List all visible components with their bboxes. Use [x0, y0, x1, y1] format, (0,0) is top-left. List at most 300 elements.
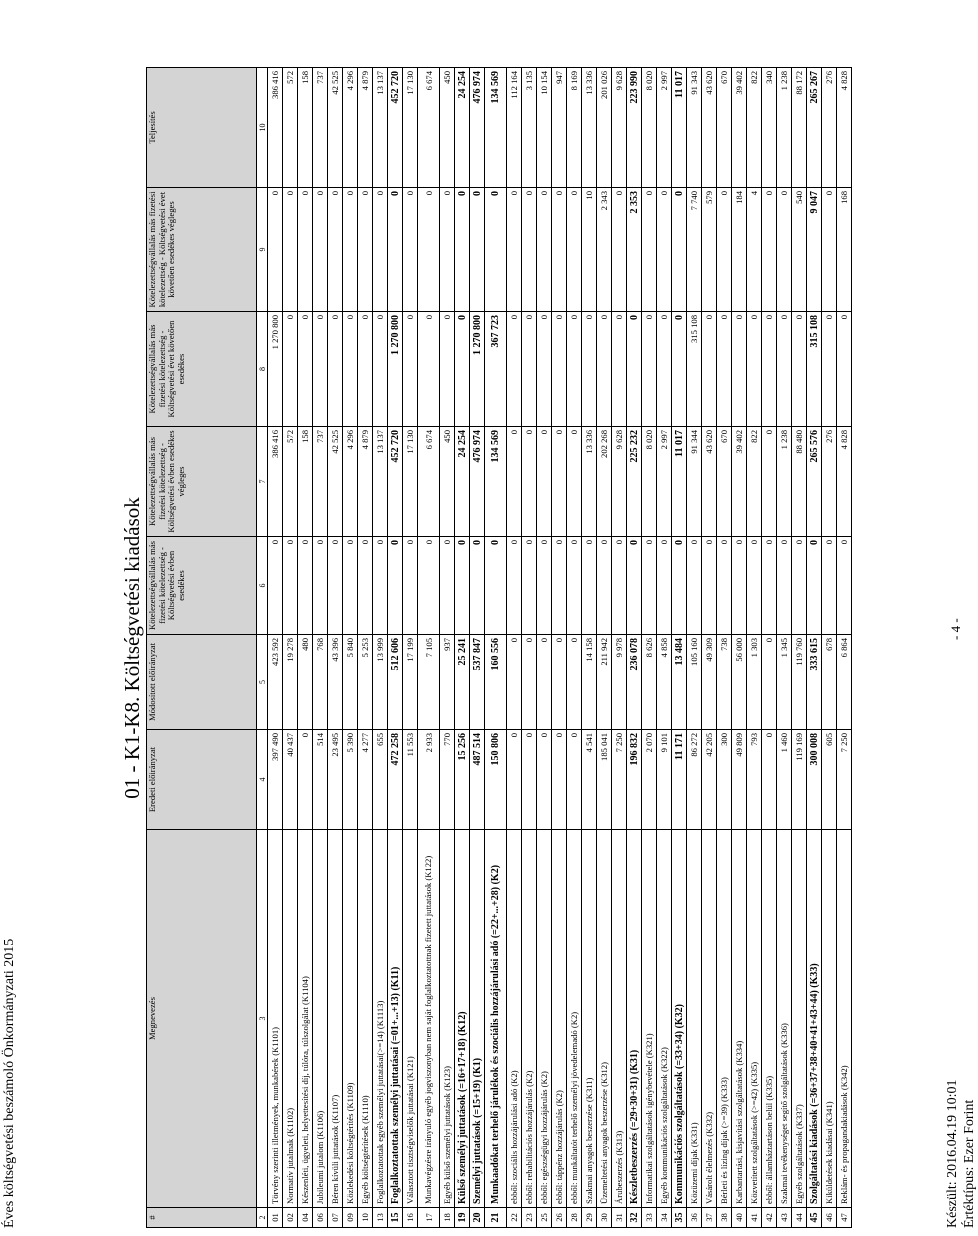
value-cell-c9: 10 — [582, 188, 597, 312]
value-cell-c4: 42 205 — [702, 730, 717, 830]
value-cell-c7: 1 238 — [777, 427, 792, 537]
value-cell-c10: 276 — [822, 68, 837, 188]
value-cell-c5: 9 978 — [612, 635, 627, 730]
row-number-cell: 17 — [418, 1208, 440, 1228]
value-cell-c10: 4 828 — [837, 68, 852, 188]
value-cell-c5: 13 484 — [672, 635, 687, 730]
col-header-name: Megnevezés — [147, 830, 257, 1208]
value-cell-c6: 0 — [358, 537, 373, 635]
row-number-cell: 10 — [358, 1208, 373, 1228]
value-cell-c5: 0 — [537, 635, 552, 730]
value-cell-c7: 4 296 — [343, 427, 358, 537]
value-cell-c9: 0 — [552, 188, 567, 312]
value-cell-c4: 15 256 — [455, 730, 470, 830]
value-cell-c4: 11 553 — [403, 730, 418, 830]
value-cell-c10: 43 620 — [702, 68, 717, 188]
row-number-cell: 07 — [328, 1208, 343, 1228]
value-cell-c8: 0 — [358, 312, 373, 427]
value-cell-c7: 43 620 — [702, 427, 717, 537]
value-cell-c7: 0 — [552, 427, 567, 537]
value-cell-c6: 0 — [403, 537, 418, 635]
row-name-cell: Jubileumi jutalom (K1106) — [313, 830, 328, 1208]
value-cell-c9: 168 — [837, 188, 852, 312]
value-cell-c6: 0 — [388, 537, 403, 635]
value-cell-c7: 42 525 — [328, 427, 343, 537]
table-row — [388, 68, 403, 1228]
value-cell-c9: 0 — [343, 188, 358, 312]
value-cell-c7: 0 — [537, 427, 552, 537]
col-header-commit-current: Kötelezettségvállalás más fizetési kötelezettség - Költségvetési évben esedékes — [147, 537, 257, 635]
row-number-cell: 47 — [837, 1208, 852, 1228]
table-row — [612, 68, 627, 1228]
table-row — [470, 68, 485, 1228]
table-row — [522, 68, 537, 1228]
value-cell-c7: 276 — [822, 427, 837, 537]
row-name-cell: Szakmai anyagok beszerzése (K311) — [582, 830, 597, 1208]
value-cell-c6: 0 — [762, 537, 777, 635]
table-row — [283, 68, 298, 1228]
value-cell-c8: 0 — [582, 312, 597, 427]
value-cell-c4: 4 277 — [358, 730, 373, 830]
column-number: 9 — [257, 188, 268, 312]
value-cell-c7: 737 — [313, 427, 328, 537]
value-cell-c5: 512 606 — [388, 635, 403, 730]
value-cell-c10: 452 720 — [388, 68, 403, 188]
value-cell-c9: 0 — [358, 188, 373, 312]
value-cell-c10: 112 164 — [507, 68, 522, 188]
value-cell-c9: 0 — [268, 188, 283, 312]
value-cell-c7: 39 402 — [732, 427, 747, 537]
value-cell-c7: 265 576 — [807, 427, 822, 537]
row-name-cell: ebből: államháztartáson belül (K335) — [762, 830, 777, 1208]
table-row — [343, 68, 358, 1228]
value-cell-c8: 315 108 — [687, 312, 702, 427]
row-name-cell: Kommunikációs szolgáltatások (=33+34) (K32) — [672, 830, 687, 1208]
column-number: 2 — [257, 1208, 268, 1228]
row-number-cell: 09 — [343, 1208, 358, 1228]
value-cell-c5: 937 — [440, 635, 455, 730]
value-cell-c7: 4 879 — [358, 427, 373, 537]
row-name-cell: Szakmai tevékenységet segítő szolgáltatások (K336) — [777, 830, 792, 1208]
col-header-original: Eredeti előirányzat — [147, 730, 257, 830]
table-row — [507, 68, 522, 1228]
value-cell-c10: 572 — [283, 68, 298, 188]
value-cell-c8: 315 108 — [807, 312, 822, 427]
value-cell-c6: 0 — [672, 537, 687, 635]
value-cell-c10: 134 569 — [485, 68, 507, 188]
table-row — [268, 68, 283, 1228]
col-header-modified: Módosított előirányzat — [147, 635, 257, 730]
value-cell-c9: 0 — [283, 188, 298, 312]
value-cell-c4: 2 070 — [642, 730, 657, 830]
value-cell-c6: 0 — [837, 537, 852, 635]
report-header-title: Éves költségvetési beszámoló Önkormányzati 2015 — [2, 938, 17, 1228]
value-cell-c6: 0 — [747, 537, 762, 635]
page-number: - 4 - — [948, 618, 963, 640]
value-cell-c10: 88 172 — [792, 68, 807, 188]
column-number: 8 — [257, 312, 268, 427]
value-cell-c10: 8 020 — [642, 68, 657, 188]
value-cell-c9: 0 — [612, 188, 627, 312]
value-cell-c5: 1 303 — [747, 635, 762, 730]
value-cell-c8: 0 — [283, 312, 298, 427]
table-row — [672, 68, 687, 1228]
value-cell-c6: 0 — [612, 537, 627, 635]
row-name-cell: Informatikai szolgáltatások igénybevétele (K321) — [642, 830, 657, 1208]
value-cell-c4: 514 — [313, 730, 328, 830]
row-number-cell: 35 — [672, 1208, 687, 1228]
value-cell-c6: 0 — [687, 537, 702, 635]
value-cell-c9: 0 — [485, 188, 507, 312]
value-cell-c9: 0 — [642, 188, 657, 312]
row-name-cell: Közlekedési költségtérítés (K1109) — [343, 830, 358, 1208]
row-number-cell: 18 — [440, 1208, 455, 1228]
row-name-cell: Üzemeltetési anyagok beszerzése (K312) — [597, 830, 612, 1208]
value-cell-c10: 10 154 — [537, 68, 552, 188]
value-cell-c6: 0 — [507, 537, 522, 635]
column-number: 5 — [257, 635, 268, 730]
row-number-cell: 38 — [717, 1208, 732, 1228]
row-name-cell: Egyéb külső személyi juttatások (K123) — [440, 830, 455, 1208]
value-cell-c9: 0 — [328, 188, 343, 312]
col-header-commit-next-final: Kötelezettségvállalás más fizetési kötelezettség - Költségvetési évet követően esedékes végleges — [147, 188, 257, 312]
value-cell-c9: 0 — [717, 188, 732, 312]
row-name-cell: Árubeszerzés (K313) — [612, 830, 627, 1208]
row-name-cell: Foglalkoztatottak személyi juttatásai (=01+...+13) (K11) — [388, 830, 403, 1208]
value-cell-c8: 0 — [837, 312, 852, 427]
row-number-cell: 30 — [597, 1208, 612, 1228]
report-header-meta — [944, 1079, 978, 1228]
value-cell-c7: 670 — [717, 427, 732, 537]
table-row — [762, 68, 777, 1228]
table-row — [328, 68, 343, 1228]
value-cell-c10: 265 267 — [807, 68, 822, 188]
row-number-cell: 01 — [268, 1208, 283, 1228]
value-cell-c8: 0 — [717, 312, 732, 427]
value-cell-c9: 0 — [388, 188, 403, 312]
value-cell-c8: 0 — [313, 312, 328, 427]
rotated-page-content — [118, 68, 928, 1228]
value-cell-c7: 0 — [507, 427, 522, 537]
value-cell-c7: 0 — [762, 427, 777, 537]
value-cell-c9: 0 — [403, 188, 418, 312]
value-cell-c10: 24 254 — [455, 68, 470, 188]
table-row — [313, 68, 328, 1228]
value-cell-c5: 768 — [313, 635, 328, 730]
row-number-cell: 44 — [792, 1208, 807, 1228]
value-cell-c8: 0 — [702, 312, 717, 427]
value-cell-c8: 0 — [732, 312, 747, 427]
value-cell-c7: 6 674 — [418, 427, 440, 537]
row-number-cell: 46 — [822, 1208, 837, 1228]
column-number: 4 — [257, 730, 268, 830]
value-cell-c9: 0 — [762, 188, 777, 312]
value-cell-c4: 196 832 — [627, 730, 642, 830]
row-number-cell: 21 — [485, 1208, 507, 1228]
value-cell-c5: 333 615 — [807, 635, 822, 730]
value-cell-c10: 340 — [762, 68, 777, 188]
value-cell-c9: 0 — [440, 188, 455, 312]
value-cell-c10: 6 674 — [418, 68, 440, 188]
value-cell-c5: 14 158 — [582, 635, 597, 730]
value-cell-c10: 91 343 — [687, 68, 702, 188]
row-name-cell: Készenléti, ügyeleti, helyettesítési díj, túlóra, túlszolgálat (K1104) — [298, 830, 313, 1208]
value-cell-c7: 4 828 — [837, 427, 852, 537]
row-name-cell: Törvény szerinti illetmények, munkabérek (K1101) — [268, 830, 283, 1208]
table-row — [702, 68, 717, 1228]
value-cell-c9: 0 — [313, 188, 328, 312]
value-cell-c6: 0 — [470, 537, 485, 635]
value-cell-c9: 0 — [777, 188, 792, 312]
row-name-cell: Választott tisztségviselők juttatásai (K121) — [403, 830, 418, 1208]
table-row — [717, 68, 732, 1228]
value-cell-c4: 0 — [298, 730, 313, 830]
value-cell-c7: 2 997 — [657, 427, 672, 537]
table-row — [403, 68, 418, 1228]
value-cell-c4: 0 — [552, 730, 567, 830]
col-header-performance: Teljesítés — [147, 68, 257, 188]
value-cell-c9: 184 — [732, 188, 747, 312]
value-cell-c10: 4 296 — [343, 68, 358, 188]
value-cell-c9: 0 — [672, 188, 687, 312]
value-cell-c4: 300 008 — [807, 730, 822, 830]
row-name-cell: ebből: táppénz hozzájárulás (K2) — [552, 830, 567, 1208]
value-cell-c8: 0 — [537, 312, 552, 427]
value-cell-c4: 23 495 — [328, 730, 343, 830]
value-cell-c9: 540 — [792, 188, 807, 312]
value-cell-c4: 0 — [537, 730, 552, 830]
value-cell-c9: 9 047 — [807, 188, 822, 312]
row-number-cell: 31 — [612, 1208, 627, 1228]
value-cell-c6: 0 — [597, 537, 612, 635]
table-row — [440, 68, 455, 1228]
row-name-cell: Foglalkoztatottak egyéb személyi juttatásai(>=14) (K1113) — [373, 830, 388, 1208]
value-cell-c8: 0 — [507, 312, 522, 427]
value-cell-c4: 605 — [822, 730, 837, 830]
value-cell-c8: 0 — [403, 312, 418, 427]
value-cell-c6: 0 — [343, 537, 358, 635]
table-row — [455, 68, 470, 1228]
value-cell-c7: 202 268 — [597, 427, 612, 537]
row-number-cell: 22 — [507, 1208, 522, 1228]
value-cell-c10: 1 238 — [777, 68, 792, 188]
table-row — [687, 68, 702, 1228]
value-cell-c5: 236 078 — [627, 635, 642, 730]
value-cell-c5: 0 — [762, 635, 777, 730]
value-cell-c8: 0 — [627, 312, 642, 427]
table-row — [777, 68, 792, 1228]
value-cell-c9: 2 353 — [627, 188, 642, 312]
col-header-hash: # — [147, 1208, 257, 1228]
value-cell-c5: 0 — [567, 635, 582, 730]
table-row — [552, 68, 567, 1228]
row-number-cell: 29 — [582, 1208, 597, 1228]
row-name-cell: Normatív jutalmak (K1102) — [283, 830, 298, 1208]
value-cell-c10: 4 879 — [358, 68, 373, 188]
value-cell-c7: 13 336 — [582, 427, 597, 537]
value-cell-c5: 0 — [552, 635, 567, 730]
value-cell-c5: 211 942 — [597, 635, 612, 730]
row-number-cell: 26 — [552, 1208, 567, 1228]
value-cell-c6: 0 — [455, 537, 470, 635]
value-cell-c7: 13 137 — [373, 427, 388, 537]
value-cell-c7: 822 — [747, 427, 762, 537]
value-cell-c10: 17 130 — [403, 68, 418, 188]
row-number-cell: 02 — [283, 1208, 298, 1228]
value-cell-c4: 2 933 — [418, 730, 440, 830]
table-row — [627, 68, 642, 1228]
value-type-label: Értéktípus: Ezer Forint — [962, 1099, 977, 1228]
value-cell-c6: 0 — [268, 537, 283, 635]
value-cell-c7: 88 480 — [792, 427, 807, 537]
table-row — [358, 68, 373, 1228]
row-number-cell: 41 — [747, 1208, 762, 1228]
value-cell-c5: 160 556 — [485, 635, 507, 730]
value-cell-c4: 119 169 — [792, 730, 807, 830]
value-cell-c9: 0 — [470, 188, 485, 312]
table-row — [298, 68, 313, 1228]
value-cell-c10: 39 402 — [732, 68, 747, 188]
value-cell-c6: 0 — [807, 537, 822, 635]
table-row — [732, 68, 747, 1228]
value-cell-c5: 25 241 — [455, 635, 470, 730]
value-cell-c6: 0 — [642, 537, 657, 635]
row-number-cell: 19 — [455, 1208, 470, 1228]
table-row — [657, 68, 672, 1228]
table-row — [837, 68, 852, 1228]
value-cell-c8: 0 — [792, 312, 807, 427]
row-name-cell: ebből: rehabilitációs hozzájárulás (K2) — [522, 830, 537, 1208]
value-cell-c9: 0 — [507, 188, 522, 312]
value-cell-c7: 158 — [298, 427, 313, 537]
table-row — [537, 68, 552, 1228]
value-cell-c5: 4 858 — [657, 635, 672, 730]
table-row — [597, 68, 612, 1228]
row-number-cell: 43 — [777, 1208, 792, 1228]
value-cell-c8: 0 — [522, 312, 537, 427]
row-number-cell: 16 — [403, 1208, 418, 1228]
value-cell-c10: 947 — [552, 68, 567, 188]
value-cell-c5: 480 — [298, 635, 313, 730]
row-name-cell: Egyéb szolgáltatások (K337) — [792, 830, 807, 1208]
table-row — [418, 68, 440, 1228]
value-cell-c8: 0 — [298, 312, 313, 427]
row-name-cell: Külső személyi juttatások (=16+17+18) (K12) — [455, 830, 470, 1208]
row-name-cell: Munkavégzésre irányuló egyéb jogviszonyban nem saját foglalkoztatottnak fizetett juttatások (K122) — [418, 830, 440, 1208]
value-cell-c7: 225 232 — [627, 427, 642, 537]
value-cell-c8: 0 — [455, 312, 470, 427]
value-cell-c9: 0 — [373, 188, 388, 312]
row-number-cell: 45 — [807, 1208, 822, 1228]
value-cell-c5: 6 864 — [837, 635, 852, 730]
value-cell-c9: 0 — [418, 188, 440, 312]
row-number-cell: 28 — [567, 1208, 582, 1228]
value-cell-c4: 150 806 — [485, 730, 507, 830]
col-header-commit-current-final: Kötelezettségvállalás más fizetési kötelezettség - Költségvetési évben esedékes végleges — [147, 427, 257, 537]
value-cell-c4: 7 250 — [837, 730, 852, 830]
row-name-cell: Közüzemi díjak (K331) — [687, 830, 702, 1208]
value-cell-c7: 572 — [283, 427, 298, 537]
value-cell-c9: 579 — [702, 188, 717, 312]
column-number: 3 — [257, 830, 268, 1208]
value-cell-c6: 0 — [702, 537, 717, 635]
table-row — [747, 68, 762, 1228]
value-cell-c6: 0 — [522, 537, 537, 635]
table-body — [268, 68, 852, 1228]
value-cell-c4: 49 809 — [732, 730, 747, 830]
value-cell-c9: 0 — [537, 188, 552, 312]
value-cell-c10: 737 — [313, 68, 328, 188]
value-cell-c8: 0 — [567, 312, 582, 427]
value-cell-c10: 3 135 — [522, 68, 537, 188]
row-number-cell: 04 — [298, 1208, 313, 1228]
row-name-cell: ebből: munkáltatót terhelő személyi jövedelemadó (K2) — [567, 830, 582, 1208]
value-cell-c7: 17 130 — [403, 427, 418, 537]
value-cell-c4: 487 514 — [470, 730, 485, 830]
value-cell-c6: 0 — [313, 537, 328, 635]
value-cell-c10: 8 169 — [567, 68, 582, 188]
table-row — [792, 68, 807, 1228]
value-cell-c6: 0 — [792, 537, 807, 635]
value-cell-c5: 678 — [822, 635, 837, 730]
value-cell-c4: 793 — [747, 730, 762, 830]
value-cell-c5: 537 847 — [470, 635, 485, 730]
value-cell-c5: 19 278 — [283, 635, 298, 730]
value-cell-c10: 476 974 — [470, 68, 485, 188]
value-cell-c6: 0 — [283, 537, 298, 635]
value-cell-c6: 0 — [552, 537, 567, 635]
value-cell-c6: 0 — [485, 537, 507, 635]
value-cell-c6: 0 — [582, 537, 597, 635]
value-cell-c6: 0 — [717, 537, 732, 635]
value-cell-c9: 0 — [657, 188, 672, 312]
table-row — [567, 68, 582, 1228]
value-cell-c6: 0 — [657, 537, 672, 635]
value-cell-c8: 0 — [657, 312, 672, 427]
value-cell-c6: 0 — [298, 537, 313, 635]
row-number-cell: 20 — [470, 1208, 485, 1228]
column-number: 7 — [257, 427, 268, 537]
value-cell-c5: 7 105 — [418, 635, 440, 730]
value-cell-c8: 1 270 800 — [268, 312, 283, 427]
value-cell-c4: 7 250 — [612, 730, 627, 830]
table-row — [822, 68, 837, 1228]
value-cell-c4: 9 101 — [657, 730, 672, 830]
row-name-cell: ebből: szociális hozzájárulási adó (K2) — [507, 830, 522, 1208]
value-cell-c8: 0 — [672, 312, 687, 427]
value-cell-c5: 56 000 — [732, 635, 747, 730]
row-name-cell: Kiküldetések kiadásai (K341) — [822, 830, 837, 1208]
row-name-cell: ebből: egészségügyi hozzájárulás (K2) — [537, 830, 552, 1208]
value-cell-c5: 5 253 — [358, 635, 373, 730]
value-cell-c4: 300 — [717, 730, 732, 830]
value-cell-c6: 0 — [373, 537, 388, 635]
value-cell-c4: 472 258 — [388, 730, 403, 830]
value-cell-c5: 423 592 — [268, 635, 283, 730]
row-name-cell: Bérleti és lízing díjak (>=39) (K333) — [717, 830, 732, 1208]
value-cell-c5: 0 — [522, 635, 537, 730]
value-cell-c6: 0 — [440, 537, 455, 635]
value-cell-c8: 0 — [418, 312, 440, 427]
value-cell-c4: 1 460 — [777, 730, 792, 830]
value-cell-c8: 0 — [597, 312, 612, 427]
page-title: 01 - K1-K8. Költségvetési kiadások — [120, 497, 144, 799]
value-cell-c8: 367 723 — [485, 312, 507, 427]
value-cell-c5: 5 840 — [343, 635, 358, 730]
value-cell-c6: 0 — [328, 537, 343, 635]
value-cell-c4: 86 272 — [687, 730, 702, 830]
value-cell-c8: 0 — [762, 312, 777, 427]
